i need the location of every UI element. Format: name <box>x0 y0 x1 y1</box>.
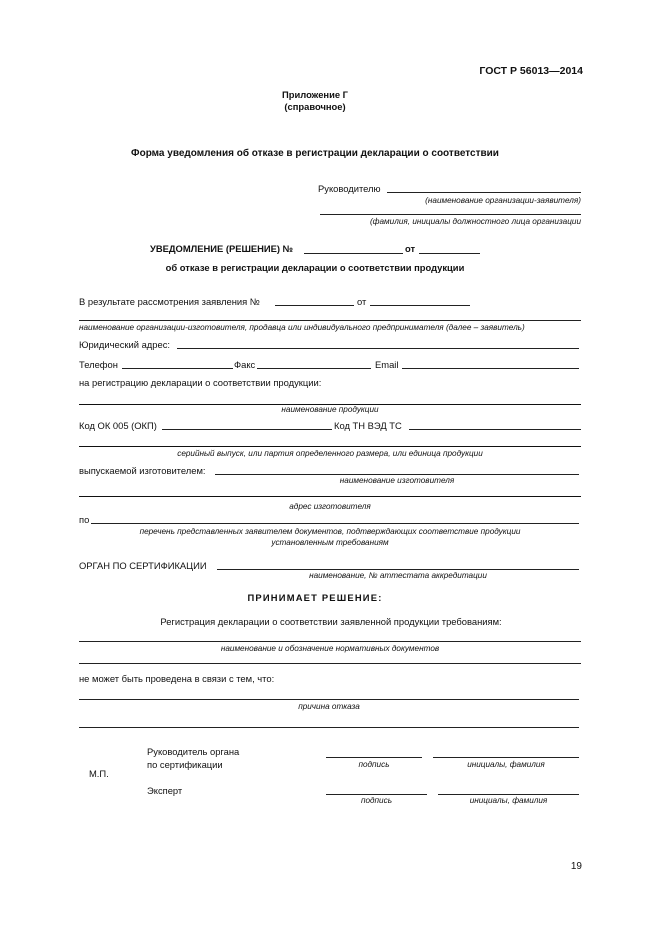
certification-body-line[interactable] <box>217 569 579 570</box>
appendix-title: Приложение Г <box>282 89 348 100</box>
batch-hint: серийный выпуск, или партия определенного размера, или единица продукции <box>177 449 483 458</box>
reason-line-2[interactable] <box>79 727 579 728</box>
email-line[interactable] <box>402 368 579 369</box>
certification-body-hint: наименование, № аттестата аккредитации <box>309 571 487 580</box>
notice-title: УВЕДОМЛЕНИЕ (РЕШЕНИЕ) № <box>150 243 294 254</box>
phone-line[interactable] <box>122 368 233 369</box>
legal-address-line[interactable] <box>177 348 579 349</box>
by-label: по <box>79 514 90 525</box>
addressee-person-line[interactable] <box>320 214 581 215</box>
notice-number-line[interactable] <box>304 253 403 254</box>
fax-line[interactable] <box>257 368 371 369</box>
form-title: Форма уведомления об отказе в регистрации декларации о соответствии <box>131 148 499 159</box>
legal-address-label: Юридический адрес: <box>79 339 170 350</box>
manufacturer-address-hint: адрес изготовителя <box>289 502 371 511</box>
norms-line-2[interactable] <box>79 663 581 664</box>
addressee-person-hint: (фамилия, инициалы должностного лица организации <box>369 217 581 226</box>
manufacturer-line[interactable] <box>215 474 579 475</box>
decision-text: Регистрация декларации о соответствии заявленной продукции требованиям: <box>160 616 502 627</box>
expert-name-hint: инициалы, фамилия <box>469 796 548 805</box>
manufacturer-label: выпускаемой изготовителем: <box>79 465 206 476</box>
product-hint: наименование продукции <box>281 405 379 414</box>
application-number-line[interactable] <box>275 305 354 306</box>
head-signature-line[interactable] <box>326 757 422 758</box>
application-date-line[interactable] <box>370 305 470 306</box>
decision-title: ПРИНИМАЕТ РЕШЕНИЕ: <box>247 592 383 603</box>
applicant-hint: наименование организации-изготовителя, продавца или индивидуального предпринимателя (далее – заявитель) <box>79 323 525 332</box>
refusal-label: не может быть проведена в связи с тем, что: <box>79 673 275 684</box>
norms-hint: наименование и обозначение нормативных документов <box>220 644 440 653</box>
tn-code-line[interactable] <box>409 429 581 430</box>
standard-number: ГОСТ Р 56013—2014 <box>479 65 583 77</box>
documents-line[interactable] <box>91 523 579 524</box>
head-label-line1: Руководитель органа <box>147 746 240 757</box>
reason-line[interactable] <box>79 699 579 700</box>
head-name-line[interactable] <box>433 757 579 758</box>
notice-date-line[interactable] <box>419 253 480 254</box>
addressee-org-hint: (наименование организации-заявителя) <box>425 196 581 205</box>
application-label: В результате рассмотрения заявления № <box>79 296 260 307</box>
documents-hint-line2: установленным требованиям <box>271 538 389 547</box>
appendix-subtitle: (справочное) <box>284 101 346 112</box>
applicant-name-line[interactable] <box>79 320 581 321</box>
documents-hint-line1: перечень представленных заявителем документов, подтверждающих соответствие продукции <box>139 527 521 536</box>
batch-line[interactable] <box>79 446 581 447</box>
addressee-label: Руководителю <box>318 183 381 194</box>
certification-body-label: ОРГАН ПО СЕРТИФИКАЦИИ <box>79 560 207 571</box>
expert-name-line[interactable] <box>438 794 579 795</box>
stamp-label: М.П. <box>89 768 109 779</box>
ok-code-label: Код ОК 005 (ОКП) <box>79 420 157 431</box>
ok-code-line[interactable] <box>162 429 332 430</box>
expert-signature-hint: подпись <box>360 796 393 805</box>
head-signature-hint: подпись <box>358 760 390 769</box>
fax-label: Факс <box>234 359 256 370</box>
notice-from-label: от <box>405 243 416 254</box>
expert-label: Эксперт <box>147 785 183 796</box>
tn-code-label: Код ТН ВЭД ТС <box>334 420 402 431</box>
reason-hint: причина отказа <box>298 702 360 711</box>
phone-label: Телефон <box>79 359 118 370</box>
expert-signature-line[interactable] <box>326 794 427 795</box>
page-number: 19 <box>570 861 582 872</box>
application-from-label: от <box>357 296 367 307</box>
manufacturer-hint: наименование изготовителя <box>339 476 455 485</box>
email-label: Email <box>375 359 399 370</box>
notice-subtitle: об отказе в регистрации декларации о соответствии продукции <box>165 262 465 273</box>
head-name-hint: инициалы, фамилия <box>467 760 545 769</box>
addressee-org-line[interactable] <box>387 192 581 193</box>
declaration-label: на регистрацию декларации о соответствии продукции: <box>79 377 322 388</box>
norms-line[interactable] <box>79 641 581 642</box>
head-label-line2: по сертификации <box>147 759 223 770</box>
manufacturer-address-line[interactable] <box>79 496 581 497</box>
